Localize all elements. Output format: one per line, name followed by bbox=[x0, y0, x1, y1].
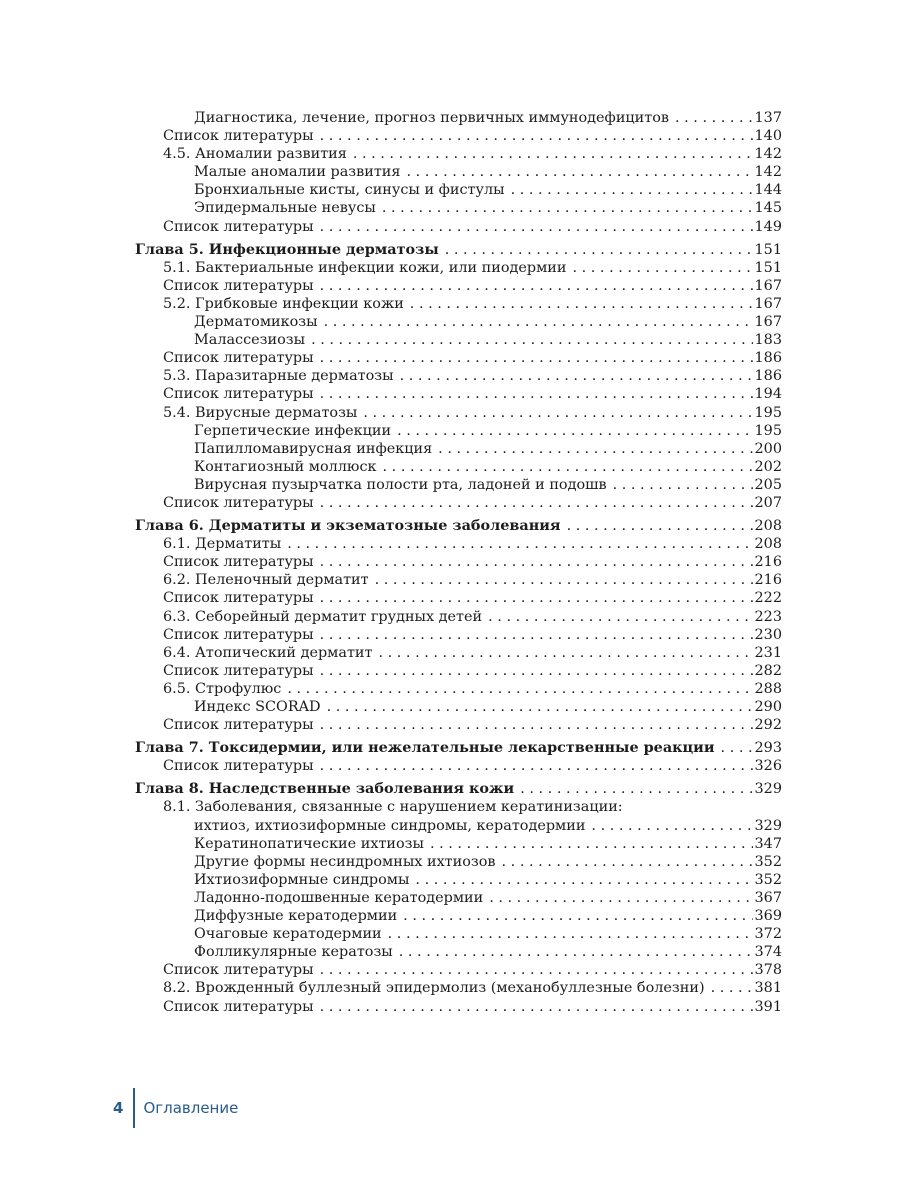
toc-entry[interactable] bbox=[135, 367, 782, 385]
toc-entry-title: 8.1. Заболевания, связанные с нарушением кератинизации: bbox=[163, 799, 623, 816]
toc-page-number: 292 bbox=[754, 717, 782, 734]
dot-leader bbox=[502, 853, 753, 871]
toc-page-number: 151 bbox=[754, 259, 782, 276]
toc-entry-title: Вирусная пузырчатка полости рта, ладоней и подошв bbox=[194, 476, 607, 493]
toc-page-number: 374 bbox=[754, 944, 782, 961]
toc-page-number: 142 bbox=[754, 164, 782, 181]
toc-entry[interactable] bbox=[135, 925, 782, 943]
toc-entry-title: 6.5. Строфулюс bbox=[163, 680, 282, 697]
toc-page-number: 140 bbox=[754, 128, 782, 145]
dot-leader bbox=[382, 199, 753, 217]
running-title: Оглавление bbox=[143, 1099, 239, 1117]
toc-entry-title: 5.3. Паразитарные дерматозы bbox=[163, 368, 394, 385]
dot-leader bbox=[320, 553, 753, 571]
toc-entry[interactable] bbox=[135, 440, 782, 458]
toc-page-number: 149 bbox=[754, 218, 782, 235]
dot-leader bbox=[327, 698, 753, 716]
table-of-contents bbox=[135, 109, 782, 1016]
dot-leader bbox=[445, 241, 753, 259]
dot-leader bbox=[320, 494, 753, 512]
dot-leader bbox=[675, 109, 753, 127]
toc-entry[interactable] bbox=[135, 571, 782, 589]
footer-divider bbox=[133, 1088, 135, 1128]
toc-entry[interactable] bbox=[135, 218, 782, 236]
toc-entry-title: Список литературы bbox=[163, 554, 314, 571]
toc-page-number: 208 bbox=[754, 536, 782, 553]
toc-entry-title: Индекс SCORAD bbox=[194, 699, 321, 715]
toc-page-number: 372 bbox=[754, 926, 782, 943]
toc-entry-title: Список литературы bbox=[163, 626, 314, 643]
toc-entry[interactable] bbox=[135, 608, 782, 626]
toc-entry[interactable] bbox=[135, 535, 782, 553]
dot-leader bbox=[410, 295, 753, 313]
toc-entry-title: Список литературы bbox=[163, 998, 314, 1015]
toc-entry-title: Фолликулярные кератозы bbox=[194, 944, 393, 961]
dot-leader bbox=[711, 979, 753, 997]
toc-entry-title: Папилломавирусная инфекция bbox=[194, 440, 433, 457]
toc-entry-title: 6.3. Себорейный дерматит грудных детей bbox=[163, 608, 483, 625]
toc-page-number: 329 bbox=[754, 817, 782, 834]
toc-entry[interactable] bbox=[135, 163, 782, 181]
toc-entry-title: ихтиоз, ихтиозиформные синдромы, кератодермии bbox=[194, 817, 586, 834]
toc-entry-title: Список литературы bbox=[163, 350, 314, 367]
dot-leader bbox=[320, 385, 753, 403]
dot-leader bbox=[488, 608, 752, 626]
toc-entry[interactable] bbox=[135, 127, 782, 145]
toc-entry-title: Очаговые кератодермии bbox=[194, 926, 382, 943]
toc-entry-title: Другие формы несиндромных ихтиозов bbox=[194, 853, 496, 870]
dot-leader bbox=[320, 127, 753, 145]
dot-leader bbox=[520, 780, 752, 798]
toc-page-number: 231 bbox=[754, 644, 782, 661]
toc-page-number: 352 bbox=[754, 853, 782, 870]
toc-entry[interactable] bbox=[135, 553, 782, 571]
toc-page-number: 282 bbox=[754, 662, 782, 679]
toc-chapter-entry[interactable] bbox=[135, 517, 782, 535]
toc-page-number: 293 bbox=[754, 740, 782, 757]
toc-entry[interactable] bbox=[135, 199, 782, 217]
toc-entry-title: 5.4. Вирусные дерматозы bbox=[163, 404, 358, 421]
toc-page-number: 326 bbox=[754, 758, 782, 775]
toc-page-number: 167 bbox=[754, 314, 782, 331]
toc-entry-title: Глава 8. Наследственные заболевания кожи bbox=[135, 780, 515, 798]
toc-entry[interactable] bbox=[135, 277, 782, 295]
toc-page-number: 195 bbox=[754, 422, 782, 439]
toc-page-number: 207 bbox=[754, 494, 782, 511]
toc-entry-title: 4.5. Аномалии развития bbox=[163, 146, 347, 163]
toc-page-number: 378 bbox=[754, 962, 782, 979]
toc-page-number: 137 bbox=[754, 110, 782, 126]
dot-leader bbox=[324, 313, 753, 331]
toc-chapter-entry[interactable] bbox=[135, 739, 782, 757]
dot-leader bbox=[721, 739, 753, 757]
toc-page-number: 167 bbox=[754, 295, 782, 312]
toc-page-number: 329 bbox=[754, 781, 782, 798]
dot-leader bbox=[320, 757, 753, 775]
toc-entry-title: Эпидермальные невусы bbox=[194, 200, 376, 217]
dot-leader bbox=[320, 218, 753, 236]
toc-page-number: 205 bbox=[754, 476, 782, 493]
dot-leader bbox=[403, 907, 752, 925]
dot-leader bbox=[438, 440, 752, 458]
toc-entry[interactable] bbox=[135, 889, 782, 907]
page-footer bbox=[113, 1088, 238, 1128]
dot-leader bbox=[613, 476, 753, 494]
toc-page-number: 369 bbox=[754, 908, 782, 925]
toc-entry-title: 8.2. Врожденный буллезный эпидермолиз (механобуллезные болезни) bbox=[163, 980, 705, 997]
toc-entry-title: 6.4. Атопический дерматит bbox=[163, 644, 373, 661]
toc-page-number: 381 bbox=[754, 980, 782, 997]
toc-entry[interactable] bbox=[135, 698, 782, 716]
toc-entry[interactable] bbox=[135, 259, 782, 277]
toc-entry-title: 6.1. Дерматиты bbox=[163, 536, 282, 553]
toc-entry-title: Список литературы bbox=[163, 662, 314, 679]
toc-entry-title: Кератинопатические ихтиозы bbox=[194, 835, 424, 852]
toc-entry[interactable] bbox=[135, 798, 782, 816]
toc-entry-title: 5.2. Грибковые инфекции кожи bbox=[163, 295, 404, 312]
dot-leader bbox=[397, 422, 752, 440]
toc-page-number: 142 bbox=[754, 146, 782, 163]
toc-page-number: 151 bbox=[754, 241, 782, 258]
toc-entry-title: 5.1. Бактериальные инфекции кожи, или пиодермии bbox=[163, 259, 567, 276]
toc-entry[interactable] bbox=[135, 295, 782, 313]
toc-page-number: 352 bbox=[754, 871, 782, 888]
toc-entry-title: Дерматомикозы bbox=[194, 314, 318, 331]
dot-leader bbox=[572, 259, 752, 277]
toc-page-number: 230 bbox=[754, 626, 782, 643]
toc-entry[interactable] bbox=[135, 680, 782, 698]
toc-entry[interactable] bbox=[135, 853, 782, 871]
toc-entry-title: Бронхиальные кисты, синусы и фистулы bbox=[194, 182, 505, 199]
dot-leader bbox=[353, 145, 753, 163]
dot-leader bbox=[320, 277, 753, 295]
toc-entry-title: Ихтиозиформные синдромы bbox=[194, 871, 410, 888]
toc-entry[interactable] bbox=[135, 404, 782, 422]
toc-chapter-entry[interactable] bbox=[135, 780, 782, 798]
toc-entry[interactable] bbox=[135, 757, 782, 775]
toc-entry[interactable] bbox=[135, 181, 782, 199]
toc-entry[interactable] bbox=[135, 907, 782, 925]
toc-entry-title: Список литературы bbox=[163, 218, 314, 235]
toc-entry-title: Диагностика, лечение, прогноз первичных иммунодефицитов bbox=[194, 110, 669, 126]
toc-page-number: 367 bbox=[754, 889, 782, 906]
toc-entry[interactable] bbox=[135, 313, 782, 331]
toc-entry-title: 6.2. Пеленочный дерматит bbox=[163, 572, 369, 589]
toc-entry[interactable] bbox=[135, 349, 782, 367]
toc-entry[interactable] bbox=[135, 817, 782, 835]
toc-page-number: 391 bbox=[754, 998, 782, 1015]
page-number: 4 bbox=[113, 1099, 124, 1117]
toc-page-number: 195 bbox=[754, 404, 782, 421]
toc-entry-title: Список литературы bbox=[163, 494, 314, 511]
toc-entry-title: Список литературы bbox=[163, 758, 314, 775]
dot-leader bbox=[378, 644, 752, 662]
toc-chapter-entry[interactable] bbox=[135, 241, 782, 259]
toc-entry-title: Список литературы bbox=[163, 277, 314, 294]
dot-leader bbox=[511, 181, 753, 199]
dot-leader bbox=[287, 535, 752, 553]
dot-leader bbox=[311, 331, 752, 349]
toc-entry[interactable] bbox=[135, 871, 782, 889]
toc-page-number: 223 bbox=[754, 608, 782, 625]
toc-page-number: 200 bbox=[754, 440, 782, 457]
dot-leader bbox=[375, 571, 753, 589]
dot-leader bbox=[406, 163, 752, 181]
toc-entry-title: Диффузные кератодермии bbox=[194, 908, 398, 925]
toc-page-number: 216 bbox=[754, 554, 782, 571]
toc-entry-title: Глава 7. Токсидермии, или нежелательные лекарственные реакции bbox=[135, 739, 715, 757]
toc-entry[interactable] bbox=[135, 145, 782, 163]
toc-page-number: 186 bbox=[754, 368, 782, 385]
toc-page-number: 145 bbox=[754, 200, 782, 217]
toc-entry[interactable] bbox=[135, 331, 782, 349]
toc-entry[interactable] bbox=[135, 644, 782, 662]
toc-page-number: 208 bbox=[754, 518, 782, 535]
toc-page-number: 290 bbox=[754, 699, 782, 715]
toc-entry-title: Малассезиозы bbox=[194, 332, 306, 349]
toc-page-number: 216 bbox=[754, 572, 782, 589]
toc-entry[interactable] bbox=[135, 716, 782, 734]
dot-leader bbox=[400, 367, 753, 385]
toc-page-number: 144 bbox=[754, 182, 782, 199]
toc-entry[interactable] bbox=[135, 476, 782, 494]
toc-page-number: 167 bbox=[754, 277, 782, 294]
toc-entry-title: Контагиозный моллюск bbox=[194, 458, 377, 475]
dot-leader bbox=[320, 589, 753, 607]
toc-entry[interactable] bbox=[135, 458, 782, 476]
toc-page-number: 222 bbox=[754, 590, 782, 607]
toc-page-number: 194 bbox=[754, 386, 782, 403]
toc-entry-title: Ладонно-подошвенные кератодермии bbox=[194, 889, 484, 906]
toc-entry[interactable] bbox=[135, 385, 782, 403]
dot-leader bbox=[320, 961, 753, 979]
dot-leader bbox=[320, 998, 753, 1016]
toc-entry[interactable] bbox=[135, 662, 782, 680]
toc-entry[interactable] bbox=[135, 422, 782, 440]
toc-entry[interactable] bbox=[135, 589, 782, 607]
dot-leader bbox=[363, 404, 752, 422]
toc-entry-title: Список литературы bbox=[163, 128, 314, 145]
dot-leader bbox=[430, 835, 753, 853]
toc-entry-title: Глава 6. Дерматиты и экзематозные заболевания bbox=[135, 517, 561, 535]
toc-page-number: 347 bbox=[754, 835, 782, 852]
dot-leader bbox=[388, 925, 753, 943]
dot-leader bbox=[591, 817, 752, 835]
dot-leader bbox=[287, 680, 752, 698]
toc-page-number: 183 bbox=[754, 332, 782, 349]
dot-leader bbox=[567, 517, 753, 535]
toc-entry[interactable] bbox=[135, 943, 782, 961]
toc-entry-title: Глава 5. Инфекционные дерматозы bbox=[135, 240, 439, 258]
toc-entry[interactable] bbox=[135, 494, 782, 512]
toc-entry-title: Список литературы bbox=[163, 717, 314, 734]
dot-leader bbox=[489, 889, 752, 907]
toc-entry[interactable] bbox=[135, 998, 782, 1016]
dot-leader bbox=[383, 458, 753, 476]
dot-leader bbox=[399, 943, 753, 961]
toc-entry-title: Список литературы bbox=[163, 962, 314, 979]
toc-entry-title: Список литературы bbox=[163, 590, 314, 607]
toc-page-number: 186 bbox=[754, 350, 782, 367]
dot-leader bbox=[415, 871, 752, 889]
toc-entry-title: Список литературы bbox=[163, 386, 314, 403]
toc-entry-title: Малые аномалии развития bbox=[194, 164, 401, 181]
toc-page-number: 288 bbox=[754, 680, 782, 697]
dot-leader bbox=[320, 626, 753, 644]
dot-leader bbox=[320, 716, 753, 734]
dot-leader bbox=[320, 349, 753, 367]
toc-entry[interactable] bbox=[135, 835, 782, 853]
toc-entry[interactable] bbox=[135, 961, 782, 979]
toc-page-number: 202 bbox=[754, 458, 782, 475]
toc-entry[interactable] bbox=[135, 979, 782, 997]
dot-leader bbox=[320, 662, 753, 680]
toc-entry-title: Герпетические инфекции bbox=[194, 422, 392, 439]
toc-entry[interactable] bbox=[135, 109, 782, 127]
toc-entry[interactable] bbox=[135, 626, 782, 644]
